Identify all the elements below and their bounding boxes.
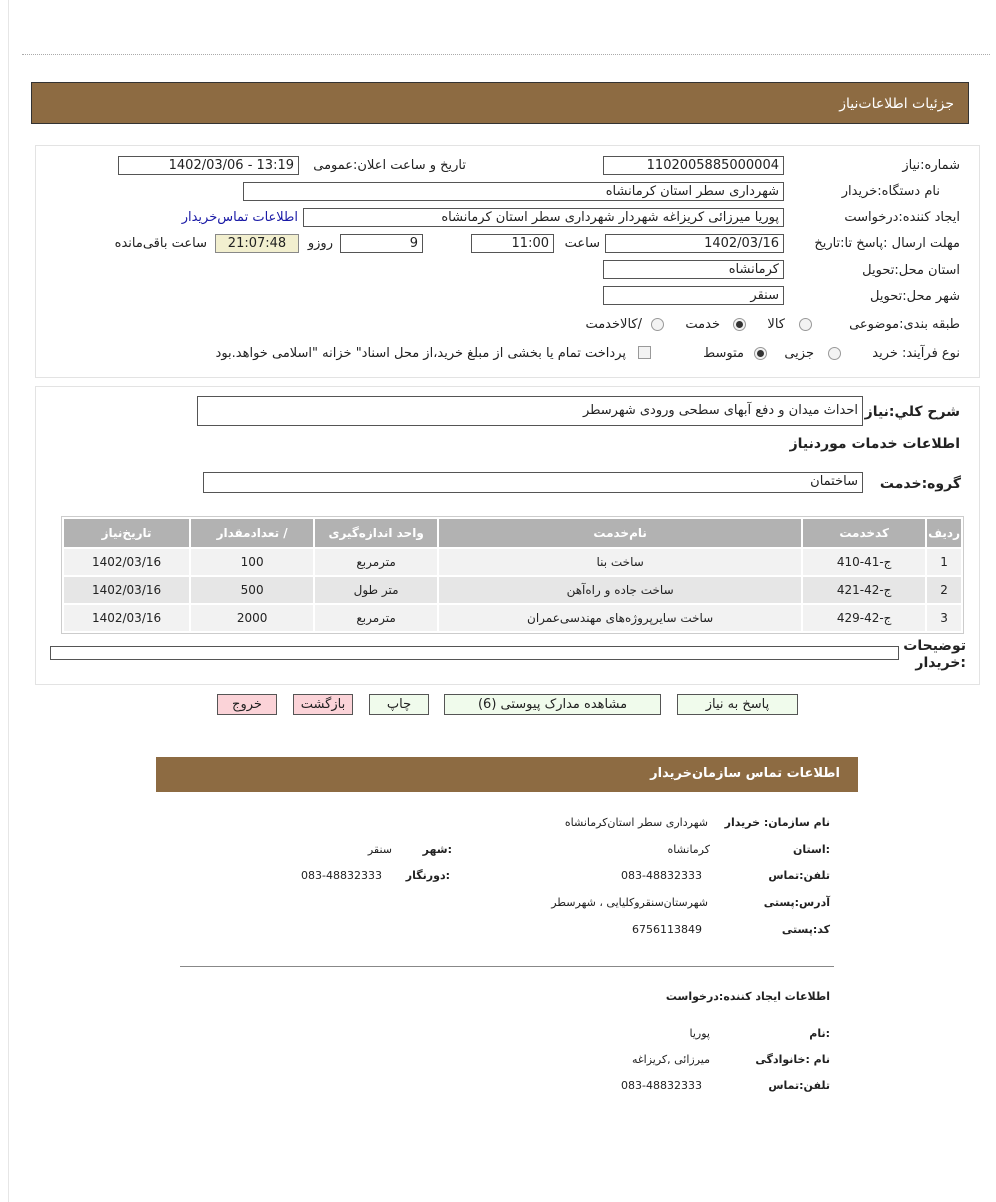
summary-field: احداث میدان و دفع آبهای سطحی ورودی شهرسطر [197,396,863,426]
service-name: ساخت بنا [439,549,801,575]
creator-name-value: پوریا [689,1027,710,1040]
category-label: طبقه بندی:موضوعی [849,317,960,332]
contact-province-label: :استان [793,843,830,856]
services-section-title: اطلاعات خدمات موردنیاز [789,436,960,452]
category-goods-radio[interactable] [799,318,812,331]
service-name: ساخت جاده و راه‌آهن [439,577,801,603]
process-minor-label: جزیی [784,346,814,361]
contact-fax-value: 083-48832333 [301,869,382,882]
creator-phone-label: تلفن:تماس [768,1079,830,1092]
row-number: 2 [927,577,961,603]
services-table [61,516,964,634]
city-label: شهر محل:تحویل [870,289,960,304]
row-number: 1 [927,549,961,575]
buyer-contact-link[interactable]: اطلاعات تماس‌خریدار [181,210,298,225]
unit: مترمربع [315,549,437,575]
need-date: 1402/03/16 [64,549,189,575]
table-row [64,605,961,631]
quantity: 2000 [191,605,313,631]
contact-province-value: کرمانشاه [667,843,710,856]
exit-button[interactable]: خروج [217,694,277,715]
buyer-org-label: نام دستگاه:خریدار [841,184,940,199]
buyer-notes-label: توضیحات :خریدار [903,638,966,671]
org-name-value: شهرداری سطر استان‌کرمانشاه [564,816,708,829]
contact-address-value: شهرستان‌سنقروکلیایی ، شهرسطر [551,896,708,909]
creator-phone-value: 083-48832333 [621,1079,702,1092]
deadline-time-label: ساعت [564,236,600,251]
province-field: کرمانشاه [603,260,784,279]
contact-address-label: آدرس:پستی [763,896,830,909]
details-header-bar [31,82,969,124]
announce-date-field: 1402/03/06 - 13:19 [118,156,299,175]
col-unit: واحد اندازه‌گیری [315,519,437,547]
remaining-time-field: 21:07:48 [215,234,299,253]
deadline-date-field: 1402/03/16 [605,234,784,253]
service-name: ساخت سایرپروژه‌های مهندسی‌عمران [439,605,801,631]
contact-city-label: :شهر [422,843,452,856]
province-label: استان محل:تحویل [862,263,960,278]
contact-divider [180,966,834,967]
contact-phone-label: تلفن:تماس [768,869,830,882]
buyer-org-field: شهرداری سطر استان کرمانشاه [243,182,784,201]
quantity: 500 [191,577,313,603]
treasury-payment-note: پرداخت تمام یا بخشی از مبلغ خرید،از محل اسناد" خزانه "اسلامی خواهد.بود [215,346,626,361]
process-type-label: نوع فرآیند: خرید [872,346,960,361]
days-label: روزو [307,236,333,251]
unit: متر طول [315,577,437,603]
service-code: ج-42-421 [803,577,925,603]
row-number: 3 [927,605,961,631]
need-info-panel [35,145,980,378]
creator-family-label: نام :خانوادگی [755,1053,830,1066]
top-dotted-divider [22,54,990,55]
summary-label: شرح کلي:نیاز [864,404,960,420]
col-service-code: کدخدمت [803,519,925,547]
service-group-field: ساختمان [203,472,863,493]
buyer-notes-field [50,646,899,660]
contact-city-value: سنقر [367,843,392,856]
category-service-radio[interactable] [733,318,746,331]
need-number-label: شماره:نیاز [902,158,960,173]
col-service-name: نام‌خدمت [439,519,801,547]
service-code: ج-42-429 [803,605,925,631]
days-field: 9 [340,234,423,253]
city-field: سنقر [603,286,784,305]
treasury-payment-checkbox[interactable] [638,346,651,359]
process-medium-radio[interactable] [754,347,767,360]
table-row [64,577,961,603]
process-minor-radio[interactable] [828,347,841,360]
details-header-title: جزئیات اطلاعات‌نیاز [839,96,954,112]
creator-name-label: :نام [809,1027,830,1040]
service-group-label: گروه:خدمت [879,476,961,492]
creator-info-title: اطلاعات ایجاد کننده:درخواست [665,990,830,1003]
buyer-contact-title: اطلاعات تماس سازمان‌خریدار [650,766,840,781]
unit: مترمربع [315,605,437,631]
need-date: 1402/03/16 [64,605,189,631]
contact-fax-label: :دورنگار [405,869,450,882]
back-button[interactable]: بازگشت [293,694,353,715]
deadline-time-field: 11:00 [471,234,554,253]
category-goods-label: کالا [767,317,785,332]
col-quantity: / تعدادمقدار [191,519,313,547]
announce-date-label: تاریخ و ساعت اعلان:عمومی [313,158,466,173]
reply-button[interactable]: پاسخ به نیاز [677,694,798,715]
contact-phone-value: 083-48832333 [621,869,702,882]
contact-postal-label: کد:پستی [781,923,830,936]
creator-field: پوریا میرزائی کریزاغه شهردار شهرداری سطر استان کرمانشاه [303,208,784,227]
remaining-time-label: ساعت باقی‌مانده [114,236,207,251]
category-goods-service-radio[interactable] [651,318,664,331]
need-number-field: 1102005885000004 [603,156,784,175]
services-table-header [64,519,961,547]
col-need-date: تاریخ‌نیاز [64,519,189,547]
print-button[interactable]: چاپ [369,694,429,715]
need-date: 1402/03/16 [64,577,189,603]
buyer-contact-header [156,757,858,792]
page-left-border [8,0,9,1202]
org-name-label: نام سازمان: خریدار [724,816,830,829]
service-code: ج-41-410 [803,549,925,575]
view-attachments-button[interactable]: مشاهده مدارک پیوستی (6) [444,694,661,715]
col-row-number: ردیف [927,519,961,547]
category-goods-service-label: /کالاخدمت [585,317,642,332]
process-medium-label: متوسط [703,346,744,361]
deadline-label: مهلت ارسال :پاسخ تا:تاریخ [814,236,960,251]
contact-postal-value: 6756113849 [632,923,702,936]
creator-label: ایجاد کننده:درخواست [844,210,960,225]
table-row [64,549,961,575]
quantity: 100 [191,549,313,575]
creator-family-value: میرزائی ,کریزاغه [631,1053,710,1066]
category-service-label: خدمت [685,317,720,332]
